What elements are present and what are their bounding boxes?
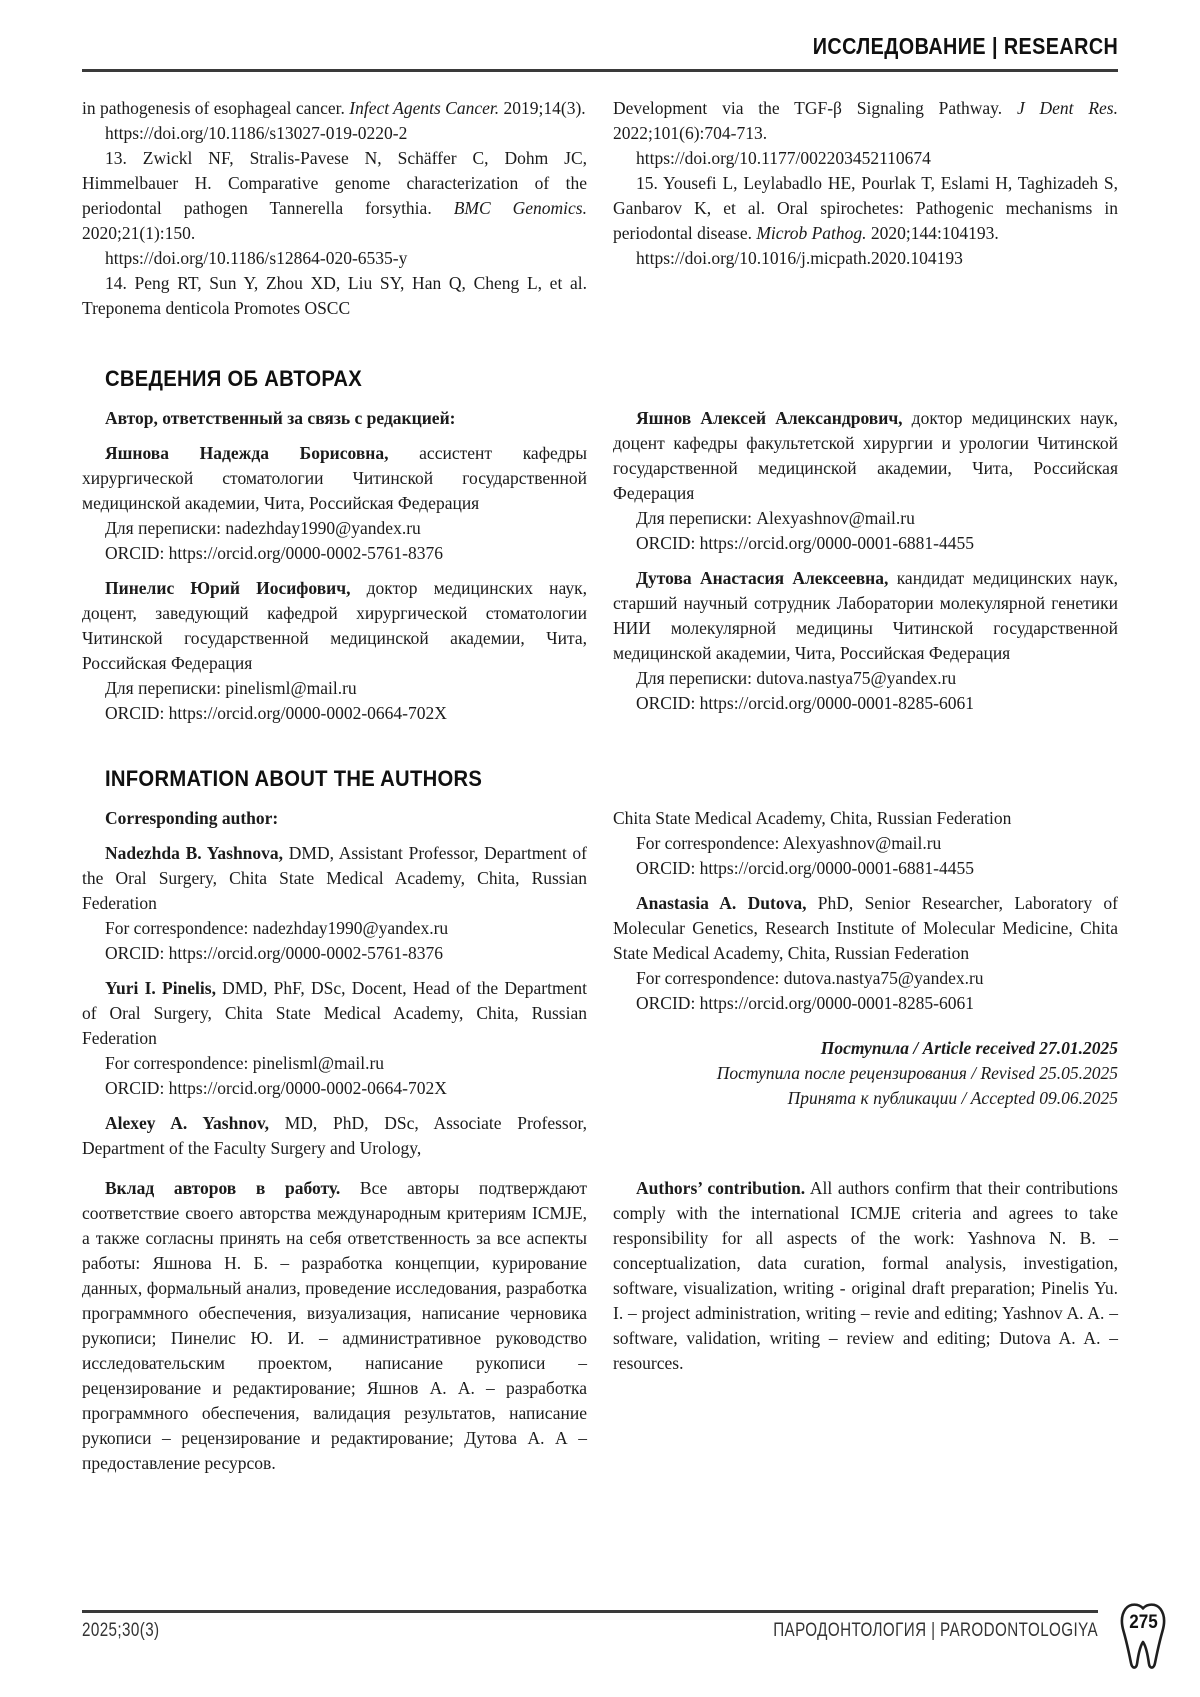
reference-13 xyxy=(82,146,587,246)
reference-text: 2019;14(3). xyxy=(499,98,586,118)
authors-en-heading xyxy=(82,766,587,792)
page-number: 275 xyxy=(1129,1612,1158,1633)
author-entry-continuation xyxy=(613,806,1118,881)
author-entry xyxy=(82,441,587,566)
author-entry-text xyxy=(613,891,1118,966)
author-affiliation: ассистент кафедры хирургической стоматологии Читинской государственной медицинской академии, Чита, Российская Федерация xyxy=(82,443,587,513)
reference-text: 2020;21(1):150. xyxy=(82,223,196,243)
author-affiliation-continuation: Chita State Medical Academy, Chita, Russian Federation xyxy=(613,808,1012,828)
references-section xyxy=(82,96,1118,321)
author-affiliation: MD, PhD, DSc, Associate Professor, Department of the Faculty Surgery and Urology, xyxy=(82,1113,587,1158)
reference-15-doi-link[interactable]: https://doi.org/10.1016/j.micpath.2020.104193 xyxy=(636,248,963,268)
author-affiliation: доктор медицинских наук, доцент, заведующий кафедрой хирургической стоматологии Читинской государственной медицинской академии, Чита, Российская Федерация xyxy=(82,578,588,673)
correspondence-line[interactable]: For correspondence: nadezhday1990@yandex.ru xyxy=(105,918,449,938)
journal-name-italic: J Dent Res. xyxy=(1016,98,1118,118)
author-entry-text xyxy=(82,1111,587,1161)
footer-journal: ПАРОДОНТОЛОГИЯ | PARODONTOLOGIYA xyxy=(773,1620,1098,1641)
orcid-line[interactable]: ORCID: https://orcid.org/0000-0001-8285-6061 xyxy=(636,693,974,713)
author-entry xyxy=(82,976,587,1101)
contribution-lead: Authors’ contribution. xyxy=(636,1178,806,1198)
author-affiliation: DMD, PhF, DSc, Docent, Head of the Department of Oral Surgery, Chita State Medical Academy, Chita, Russian Federation xyxy=(82,978,587,1048)
correspondence-line[interactable]: Для переписки: Alexyashnov@mail.ru xyxy=(636,508,915,528)
journal-name-italic: Infect Agents Cancer. xyxy=(349,98,500,118)
footer-row xyxy=(82,1613,1098,1642)
date-accepted: Принята к публикации / Accepted 09.06.2025 xyxy=(787,1088,1118,1108)
authors-en-section xyxy=(82,766,1118,1161)
author-affiliation: PhD, Senior Researcher, Laboratory of Molecular Genetics, Research Institute of Molecular Medicine, Chita State Medical Academy, Chita, Russian Federation xyxy=(613,893,1119,963)
correspondence-line[interactable]: Для переписки: pinelisml@mail.ru xyxy=(105,678,357,698)
correspondence-line[interactable]: Для переписки: nadezhday1990@yandex.ru xyxy=(105,518,421,538)
references-column-right xyxy=(613,96,1118,271)
tooth-icon xyxy=(1117,1602,1170,1675)
journal-name-italic: BMC Genomics. xyxy=(453,198,587,218)
journal-name-italic: Microb Pathog. xyxy=(756,223,867,243)
correspondence-line[interactable]: For correspondence: dutova.nastya75@yandex.ru xyxy=(636,968,984,988)
author-affiliation: кандидат медицинских наук, старший научный сотрудник Лаборатории молекулярной генетики НИИ молекулярной медицины Читинской государственной медицинской академии, Чита, Российская Федерация xyxy=(613,568,1118,663)
reference-text: 13. Zwickl NF, Stralis-Pavese N, Schäffer C, Dohm JC, Himmelbauer H. Comparative genome characterization of the periodontal pathogen Tannerella forsythia. xyxy=(82,148,587,218)
author-affiliation: DMD, Assistant Professor, Department of the Oral Surgery, Chita State Medical Academy, Chita, Russian Federation xyxy=(82,843,587,913)
authors-en-column-left xyxy=(82,766,587,1161)
label-bold: Corresponding author: xyxy=(105,808,279,828)
label-bold: Автор, ответственный за связь с редакцией: xyxy=(105,408,456,428)
footer-issue: 2025;30(3) xyxy=(82,1620,160,1641)
reference-text: 2020;144:104193. xyxy=(866,223,999,243)
reference-12-doi-link[interactable]: https://doi.org/10.1186/s13027-019-0220-2 xyxy=(105,123,408,143)
authors-ru-column-left xyxy=(82,366,587,726)
page-footer xyxy=(82,1610,1098,1642)
contribution-text: Все авторы подтверждают соответствие своего авторства международным критериям ICMJE, а также согласны принять на себя ответственность за все аспекты работы: Яшнова Н. Б. – разработка концепции, курирование данных, формальный анализ, проведение исследования, разработка программного обеспечения, визуализация, написание черновика рукописи; Пинелис Ю. И. – административное руководство исследовательским проектом, написание рукописи – рецензирование и редактирование; Яшнов А. А. – разработка программного обеспечения, валидация результатов, написание рукописи – рецензирование и редактирование; Дутова А. А – предоставление ресурсов. xyxy=(82,1178,587,1473)
author-affiliation: доктор медицинских наук, доцент кафедры факультетской хирургии и урологии Читинской государственной медицинской академии, Чита, Российская Федерация xyxy=(613,408,1118,503)
date-received: Поступила / Article received 27.01.2025 xyxy=(820,1038,1118,1058)
authors-ru-section xyxy=(82,366,1118,726)
authors-contribution-ru xyxy=(82,1176,587,1476)
authors-contribution-en xyxy=(613,1176,1118,1376)
reference-15 xyxy=(613,171,1118,246)
authors-ru-column-right xyxy=(613,366,1118,716)
author-name: Дутова Анастасия Алексеевна, xyxy=(636,568,889,588)
article-dates xyxy=(613,1036,1118,1111)
reference-13-doi-link[interactable]: https://doi.org/10.1186/s12864-020-6535-y xyxy=(105,248,408,268)
author-entry xyxy=(613,891,1118,1016)
author-entry xyxy=(82,841,587,966)
reference-text: in pathogenesis of esophageal cancer. xyxy=(82,98,350,118)
contribution-section xyxy=(82,1176,1118,1476)
author-name: Nadezhda B. Yashnova, xyxy=(105,843,284,863)
correspondence-line[interactable]: Для переписки: dutova.nastya75@yandex.ru xyxy=(636,668,957,688)
reference-14: 14. Peng RT, Sun Y, Zhou XD, Liu SY, Han Q, Cheng L, et al. Treponema denticola Promotes OSCC xyxy=(82,273,587,318)
orcid-line[interactable]: ORCID: https://orcid.org/0000-0002-5761-8376 xyxy=(105,943,443,963)
reference-text: 15. Yousefi L, Leylabadlo HE, Pourlak T, Eslami H, Taghizadeh S, Ganbarov K, et al. Oral spirochetes: Pathogenic mechanisms in periodontal disease. xyxy=(613,173,1118,243)
date-revised: Поступила после рецензирования / Revised 25.05.2025 xyxy=(716,1063,1118,1083)
corresponding-author-label xyxy=(82,806,587,831)
author-entry-text xyxy=(613,566,1118,666)
orcid-line[interactable]: ORCID: https://orcid.org/0000-0001-8285-6061 xyxy=(636,993,974,1013)
author-entry-text xyxy=(82,841,587,916)
reference-text: 2022;101(6):704-713. xyxy=(613,123,768,143)
contribution-column-en xyxy=(613,1176,1118,1376)
corresponding-author-label xyxy=(82,406,587,431)
authors-ru-heading xyxy=(82,366,587,392)
correspondence-line[interactable]: For correspondence: pinelisml@mail.ru xyxy=(105,1053,385,1073)
author-name: Яшнов Алексей Александрович, xyxy=(636,408,903,428)
correspondence-line[interactable]: For correspondence: Alexyashnov@mail.ru xyxy=(636,833,942,853)
author-name: Anastasia A. Dutova, xyxy=(636,893,807,913)
orcid-line[interactable]: ORCID: https://orcid.org/0000-0002-0664-702X xyxy=(105,1078,447,1098)
orcid-line[interactable]: ORCID: https://orcid.org/0000-0002-5761-8376 xyxy=(105,543,443,563)
reference-text: Development via the TGF-β Signaling Pathway. xyxy=(613,98,1017,118)
orcid-line[interactable]: ORCID: https://orcid.org/0000-0002-0664-702X xyxy=(105,703,447,723)
heading-text: СВЕДЕНИЯ ОБ АВТОРАХ xyxy=(105,366,363,391)
contribution-lead: Вклад авторов в работу. xyxy=(105,1178,341,1198)
orcid-line[interactable]: ORCID: https://orcid.org/0000-0001-6881-4455 xyxy=(636,858,974,878)
section-kicker: ИССЛЕДОВАНИЕ | RESEARCH xyxy=(812,33,1118,59)
author-entry-text xyxy=(82,441,587,516)
author-entry-text xyxy=(82,576,587,676)
reference-14-continuation xyxy=(613,96,1118,146)
author-name: Yuri I. Pinelis, xyxy=(105,978,216,998)
heading-text: INFORMATION ABOUT THE AUTHORS xyxy=(105,766,483,791)
author-entry xyxy=(82,576,587,726)
reference-14-doi-link[interactable]: https://doi.org/10.1177/002203452110674 xyxy=(636,148,931,168)
author-entry xyxy=(613,566,1118,716)
author-entry-text xyxy=(82,976,587,1051)
page-header xyxy=(82,0,1118,72)
author-entry xyxy=(82,1111,587,1161)
orcid-line[interactable]: ORCID: https://orcid.org/0000-0001-6881-4455 xyxy=(636,533,974,553)
references-column-left xyxy=(82,96,587,321)
reference-12-continuation xyxy=(82,96,587,121)
author-entry-text xyxy=(613,406,1118,506)
authors-en-column-right xyxy=(613,766,1118,1111)
author-name: Alexey A. Yashnov, xyxy=(105,1113,269,1133)
contribution-text: All authors confirm that their contributions comply with the international ICMJE criteria and agrees to take responsibility for all aspects of the work: Yashnova N. B. – conceptualization, data curation, formal analysis, investigation, software, visualization, writing - original draft preparation; Pinelis Yu. I. – project administration, writing – revie and editing; Yashnov A. A. – software, validation, writing – review and editing; Dutova A. A. – resources. xyxy=(613,1178,1118,1373)
contribution-column-ru xyxy=(82,1176,587,1476)
author-entry xyxy=(613,406,1118,556)
author-name: Пинелис Юрий Иосифович, xyxy=(105,578,351,598)
author-name: Яшнова Надежда Борисовна, xyxy=(105,443,389,463)
